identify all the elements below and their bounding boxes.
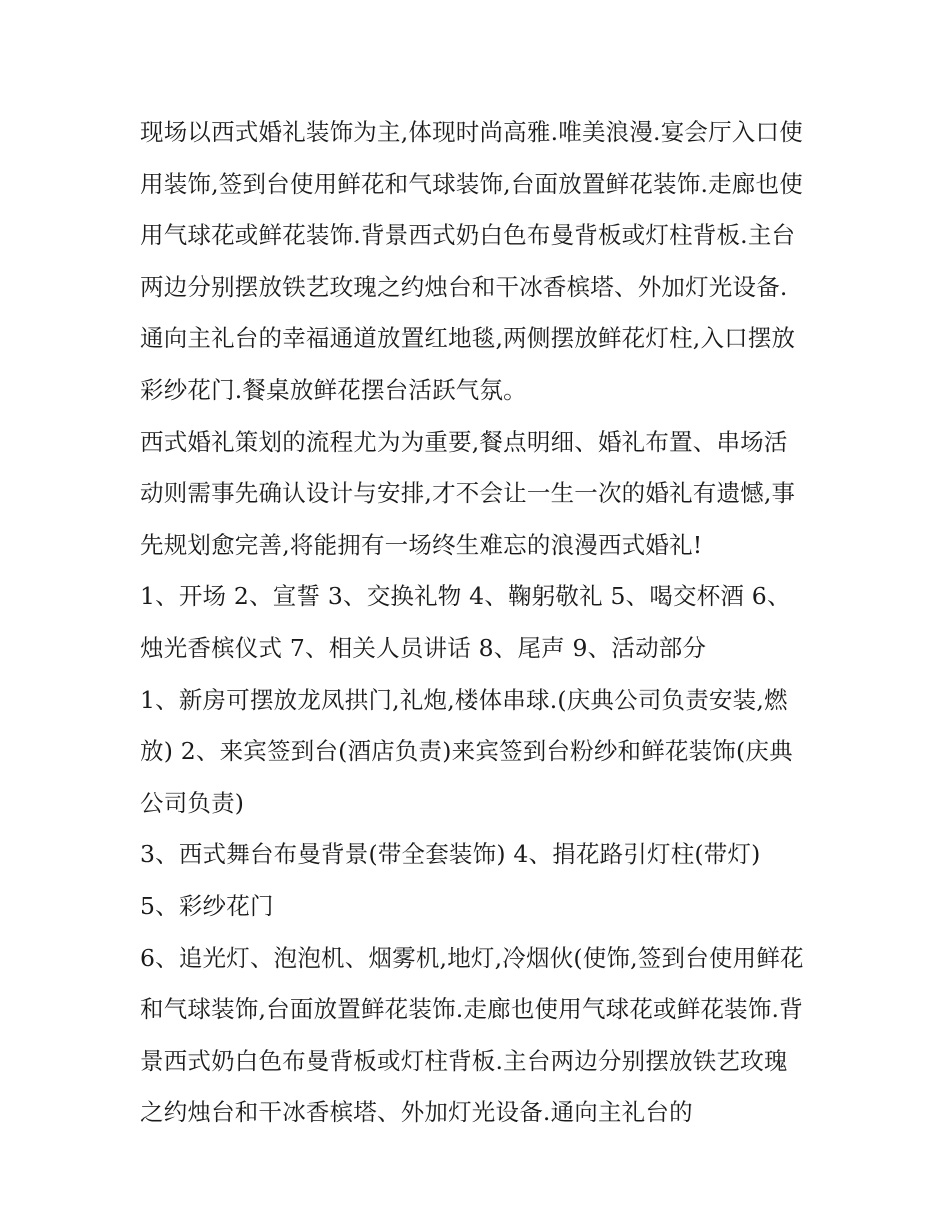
paragraph-ceremony-steps: 1、开场 2、宣誓 3、交换礼物 4、鞠躬敬礼 5、喝交杯酒 6、烛光香槟仪式 7、相关人员讲话 8、尾声 9、活动部分 xyxy=(140,582,791,662)
paragraph-item-6: 6、追光灯、泡泡机、烟雾机,地灯,冷烟伙(使饰,签到台使用鲜花和气球装饰,台面放置鲜花装饰.走廊也使用气球花或鲜花装饰.背景西式奶白色布曼背板或灯柱背板.主台两边分别摆放铁艺玫瑰之约烛台和干冰香槟塔、外加灯光设备.通向主礼台的 xyxy=(140,943,804,1127)
paragraph-item-1-2: 1、新房可摆放龙凤拱门,礼炮,楼体串球.(庆典公司负责安装,燃放) 2、来宾签到台(酒店负责)来宾签到台粉纱和鲜花装饰(庆典公司负责) xyxy=(140,685,793,817)
document-body xyxy=(140,107,810,1139)
paragraph-planning-process: 西式婚礼策划的流程尤为为重要,餐点明细、婚礼布置、串场活动则需事先确认设计与安排,才不会让一生一次的婚礼有遗憾,事先规划愈完善,将能拥有一场终生难忘的浪漫西式婚礼! xyxy=(140,427,796,559)
paragraph-venue-decoration: 现场以西式婚礼装饰为主,体现时尚高雅.唯美浪漫.宴会厅入口使用装饰,签到台使用鲜花和气球装饰,台面放置鲜花装饰.走廊也使用气球花或鲜花装饰.背景西式奶白色布曼背板或灯柱背板.主台两边分别摆放铁艺玫瑰之约烛台和干冰香槟塔、外加灯光设备.通向主礼台的幸福通道放置红地毯,两侧摆放鲜花灯柱,入口摆放彩纱花门.餐桌放鲜花摆台活跃气氛。 xyxy=(140,118,803,404)
paragraph-item-5: 5、彩纱花门 xyxy=(140,891,274,920)
paragraph-item-3-4: 3、西式舞台布曼背景(带全套装饰) 4、捐花路引灯柱(带灯) xyxy=(140,840,761,869)
